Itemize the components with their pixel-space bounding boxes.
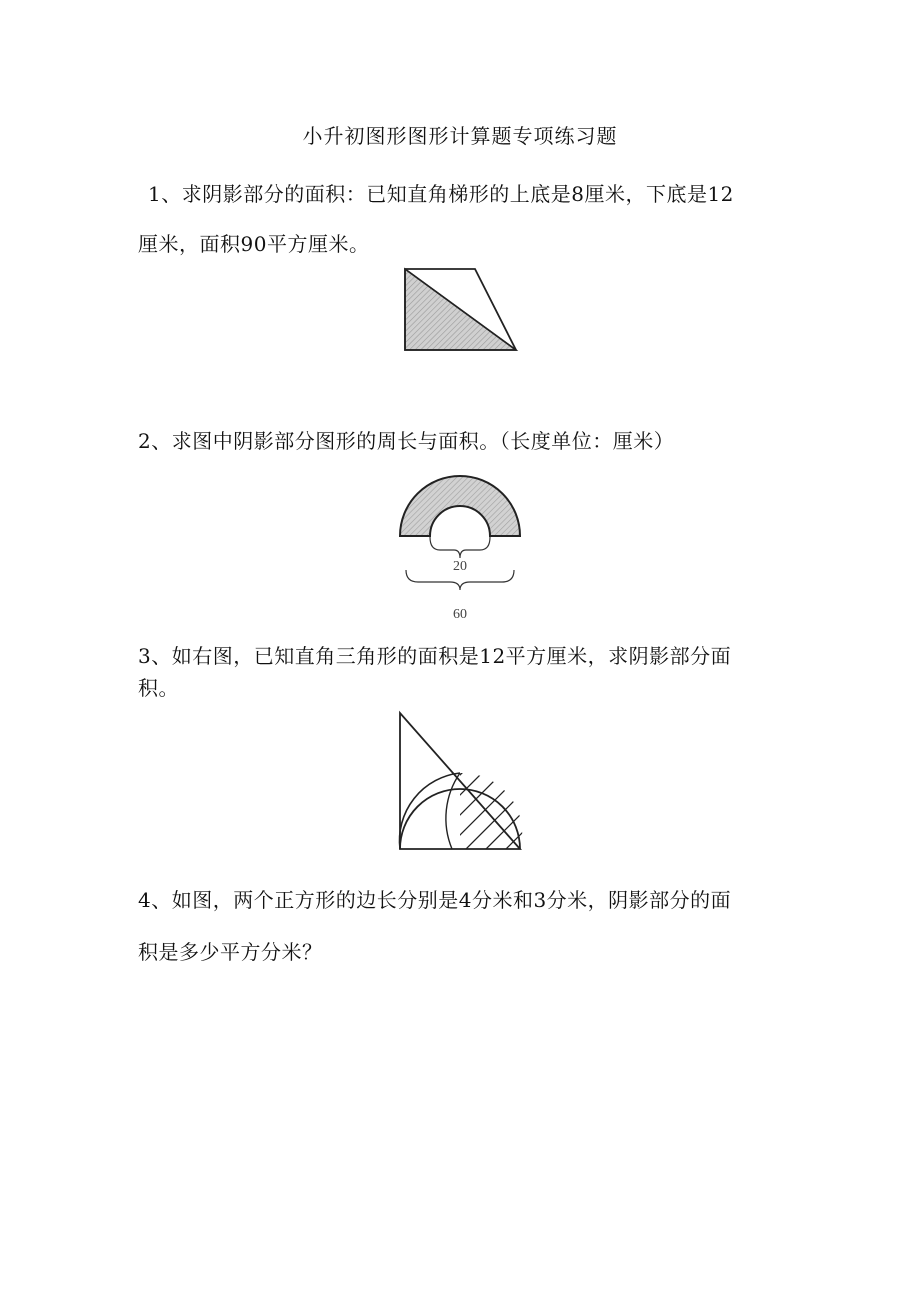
problem-3-line-1: 3、如右图，已知直角三角形的面积是12平方厘米，求阴影部分面	[138, 644, 732, 668]
problem-1-line-1: 1、求阴影部分的面积：已知直角梯形的上底是8厘米，下底是12	[148, 182, 734, 206]
shaded-semi-annulus	[400, 476, 520, 536]
inner-brace	[430, 537, 490, 558]
inner-arc-2	[446, 773, 460, 849]
outer-width-label: 60	[453, 607, 467, 622]
problem-4-line-1: 4、如图，两个正方形的边长分别是4分米和3分米，阴影部分的面	[138, 888, 732, 912]
inner-width-label: 20	[453, 559, 467, 574]
figure-2-semi-annulus	[390, 470, 530, 625]
figure-1-trapezoid	[395, 262, 525, 357]
problem-3-line-2: 积。	[138, 676, 179, 700]
inner-arc	[399, 773, 460, 849]
figure-3-triangle-semicircle	[390, 705, 530, 860]
semicircle	[400, 789, 520, 849]
right-triangle	[400, 713, 520, 849]
problem-1-line-2: 厘米，面积90平方厘米。	[138, 232, 370, 256]
page-title: 小升初图形图形计算题专项练习题	[302, 124, 618, 148]
shaded-hatch-region	[390, 755, 530, 860]
problem-4-line-2: 积是多少平方分米？	[138, 940, 323, 964]
problem-2-line-1: 2、求图中阴影部分图形的周长与面积。（长度单位：厘米）	[138, 429, 675, 453]
